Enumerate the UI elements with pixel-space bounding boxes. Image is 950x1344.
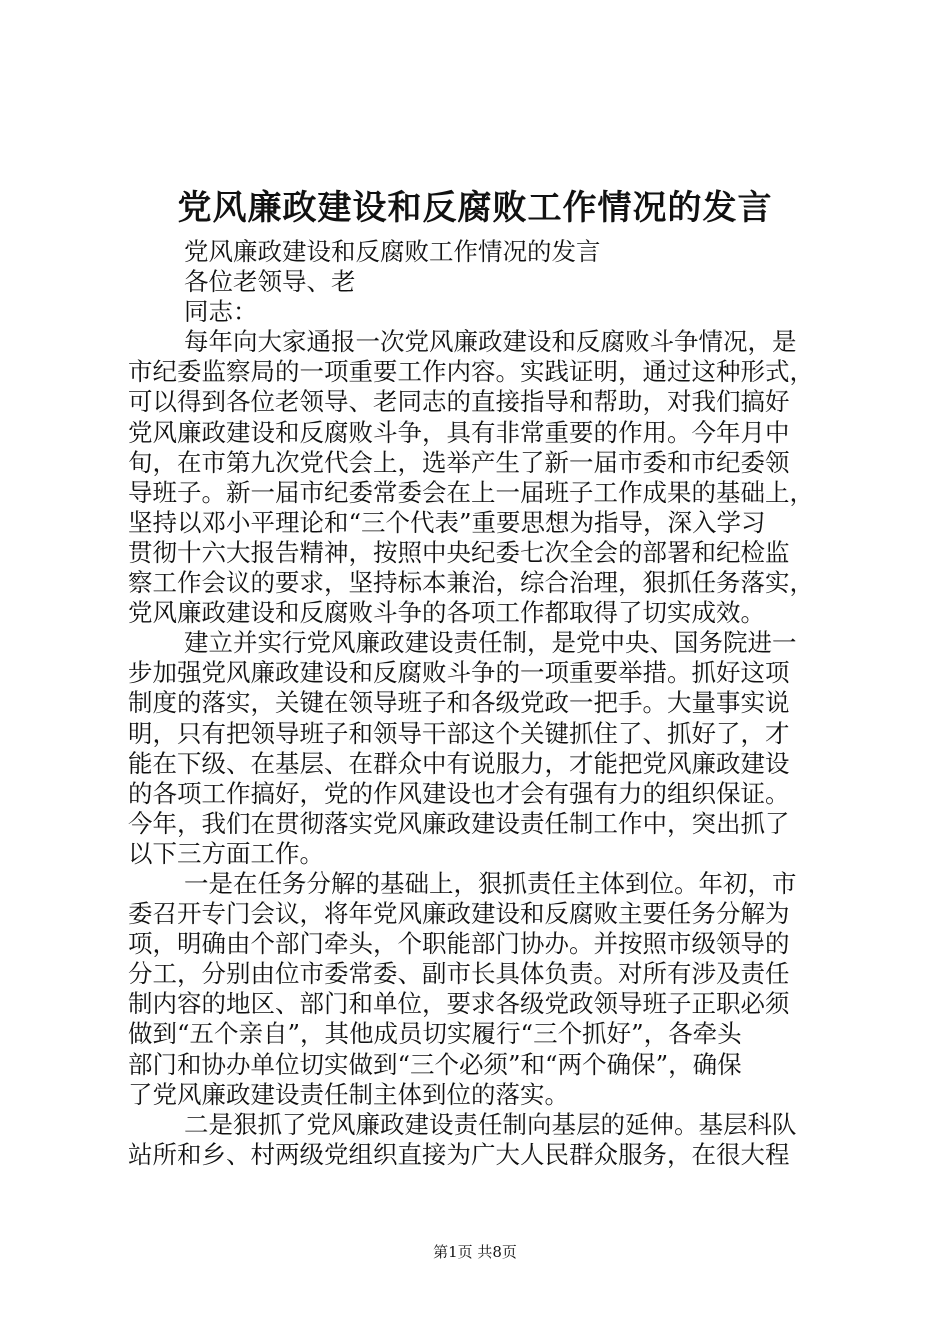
text-line: 能在下级、在基层、在群众中有说服力，才能把党风廉政建设 xyxy=(128,748,790,778)
document-body xyxy=(128,237,838,1170)
text-line: 步加强党风廉政建设和反腐败斗争的一项重要举措。抓好这项 xyxy=(128,658,790,688)
text-line: 委召开专门会议，将年党风廉政建设和反腐败主要任务分解为 xyxy=(128,899,790,929)
text-line: 一是在任务分解的基础上，狠抓责任主体到位。年初，市 xyxy=(184,868,797,898)
text-line: 今年，我们在贯彻落实党风廉政建设责任制工作中，突出抓了 xyxy=(128,808,790,838)
text-line: 党风廉政建设和反腐败斗争的各项工作都取得了切实成效。 xyxy=(128,598,765,628)
text-line: 党风廉政建设和反腐败工作情况的发言 xyxy=(184,237,601,266)
text-line: 同志： xyxy=(184,297,258,327)
text-line: 二是狠抓了党风廉政建设责任制向基层的延伸。基层科队 xyxy=(184,1109,797,1139)
text-line: 制内容的地区、部门和单位，要求各级党政领导班子正职必须 xyxy=(128,989,790,1019)
text-line: 明，只有把领导班子和领导干部这个关键抓住了、抓好了，才 xyxy=(128,718,790,748)
text-line: 每年向大家通报一次党风廉政建设和反腐败斗争情况，是 xyxy=(184,327,797,357)
document-title: 党风廉政建设和反腐败工作情况的发言 xyxy=(177,188,773,228)
text-line: 各位老领导、老 xyxy=(184,267,356,297)
text-line: 了党风廉政建设责任制主体到位的落实。 xyxy=(128,1079,569,1109)
text-line: 察工作会议的要求，坚持标本兼治，综合治理，狠抓任务落实， xyxy=(128,568,814,598)
text-line: 以下三方面工作。 xyxy=(128,838,324,868)
text-line: 部门和协办单位切实做到“三个必须”和“两个确保”，确保 xyxy=(128,1049,742,1079)
text-line: 坚持以邓小平理论和“三个代表”重要思想为指导，深入学习 xyxy=(128,507,766,537)
text-line: 党风廉政建设和反腐败斗争，具有非常重要的作用。今年月中 xyxy=(128,417,790,447)
text-line: 贯彻十六大报告精神，按照中央纪委七次全会的部署和纪检监 xyxy=(128,537,790,567)
text-line: 建立并实行党风廉政建设责任制，是党中央、国务院进一 xyxy=(184,628,797,658)
text-line: 旬，在市第九次党代会上，选举产生了新一届市委和市纪委领 xyxy=(128,447,790,477)
text-line: 导班子。新一届市纪委常委会在上一届班子工作成果的基础上， xyxy=(128,477,814,507)
text-line: 项，明确由个部门牵头，个职能部门协办。并按照市级领导的 xyxy=(128,929,790,959)
text-line: 做到“五个亲自”，其他成员切实履行“三个抓好”，各牵头 xyxy=(128,1019,742,1049)
text-line: 市纪委监察局的一项重要工作内容。实践证明，通过这种形式， xyxy=(128,357,814,387)
text-line: 分工，分别由位市委常委、副市长具体负责。对所有涉及责任 xyxy=(128,959,790,989)
text-line: 的各项工作搞好，党的作风建设也才会有强有力的组织保证。 xyxy=(128,778,790,808)
text-line: 制度的落实，关键在领导班子和各级党政一把手。大量事实说 xyxy=(128,688,790,718)
text-line: 站所和乡、村两级党组织直接为广大人民群众服务，在很大程 xyxy=(128,1139,790,1169)
text-line: 可以得到各位老领导、老同志的直接指导和帮助，对我们搞好 xyxy=(128,387,790,417)
page-footer: 第1页 共8页 xyxy=(433,1243,517,1261)
